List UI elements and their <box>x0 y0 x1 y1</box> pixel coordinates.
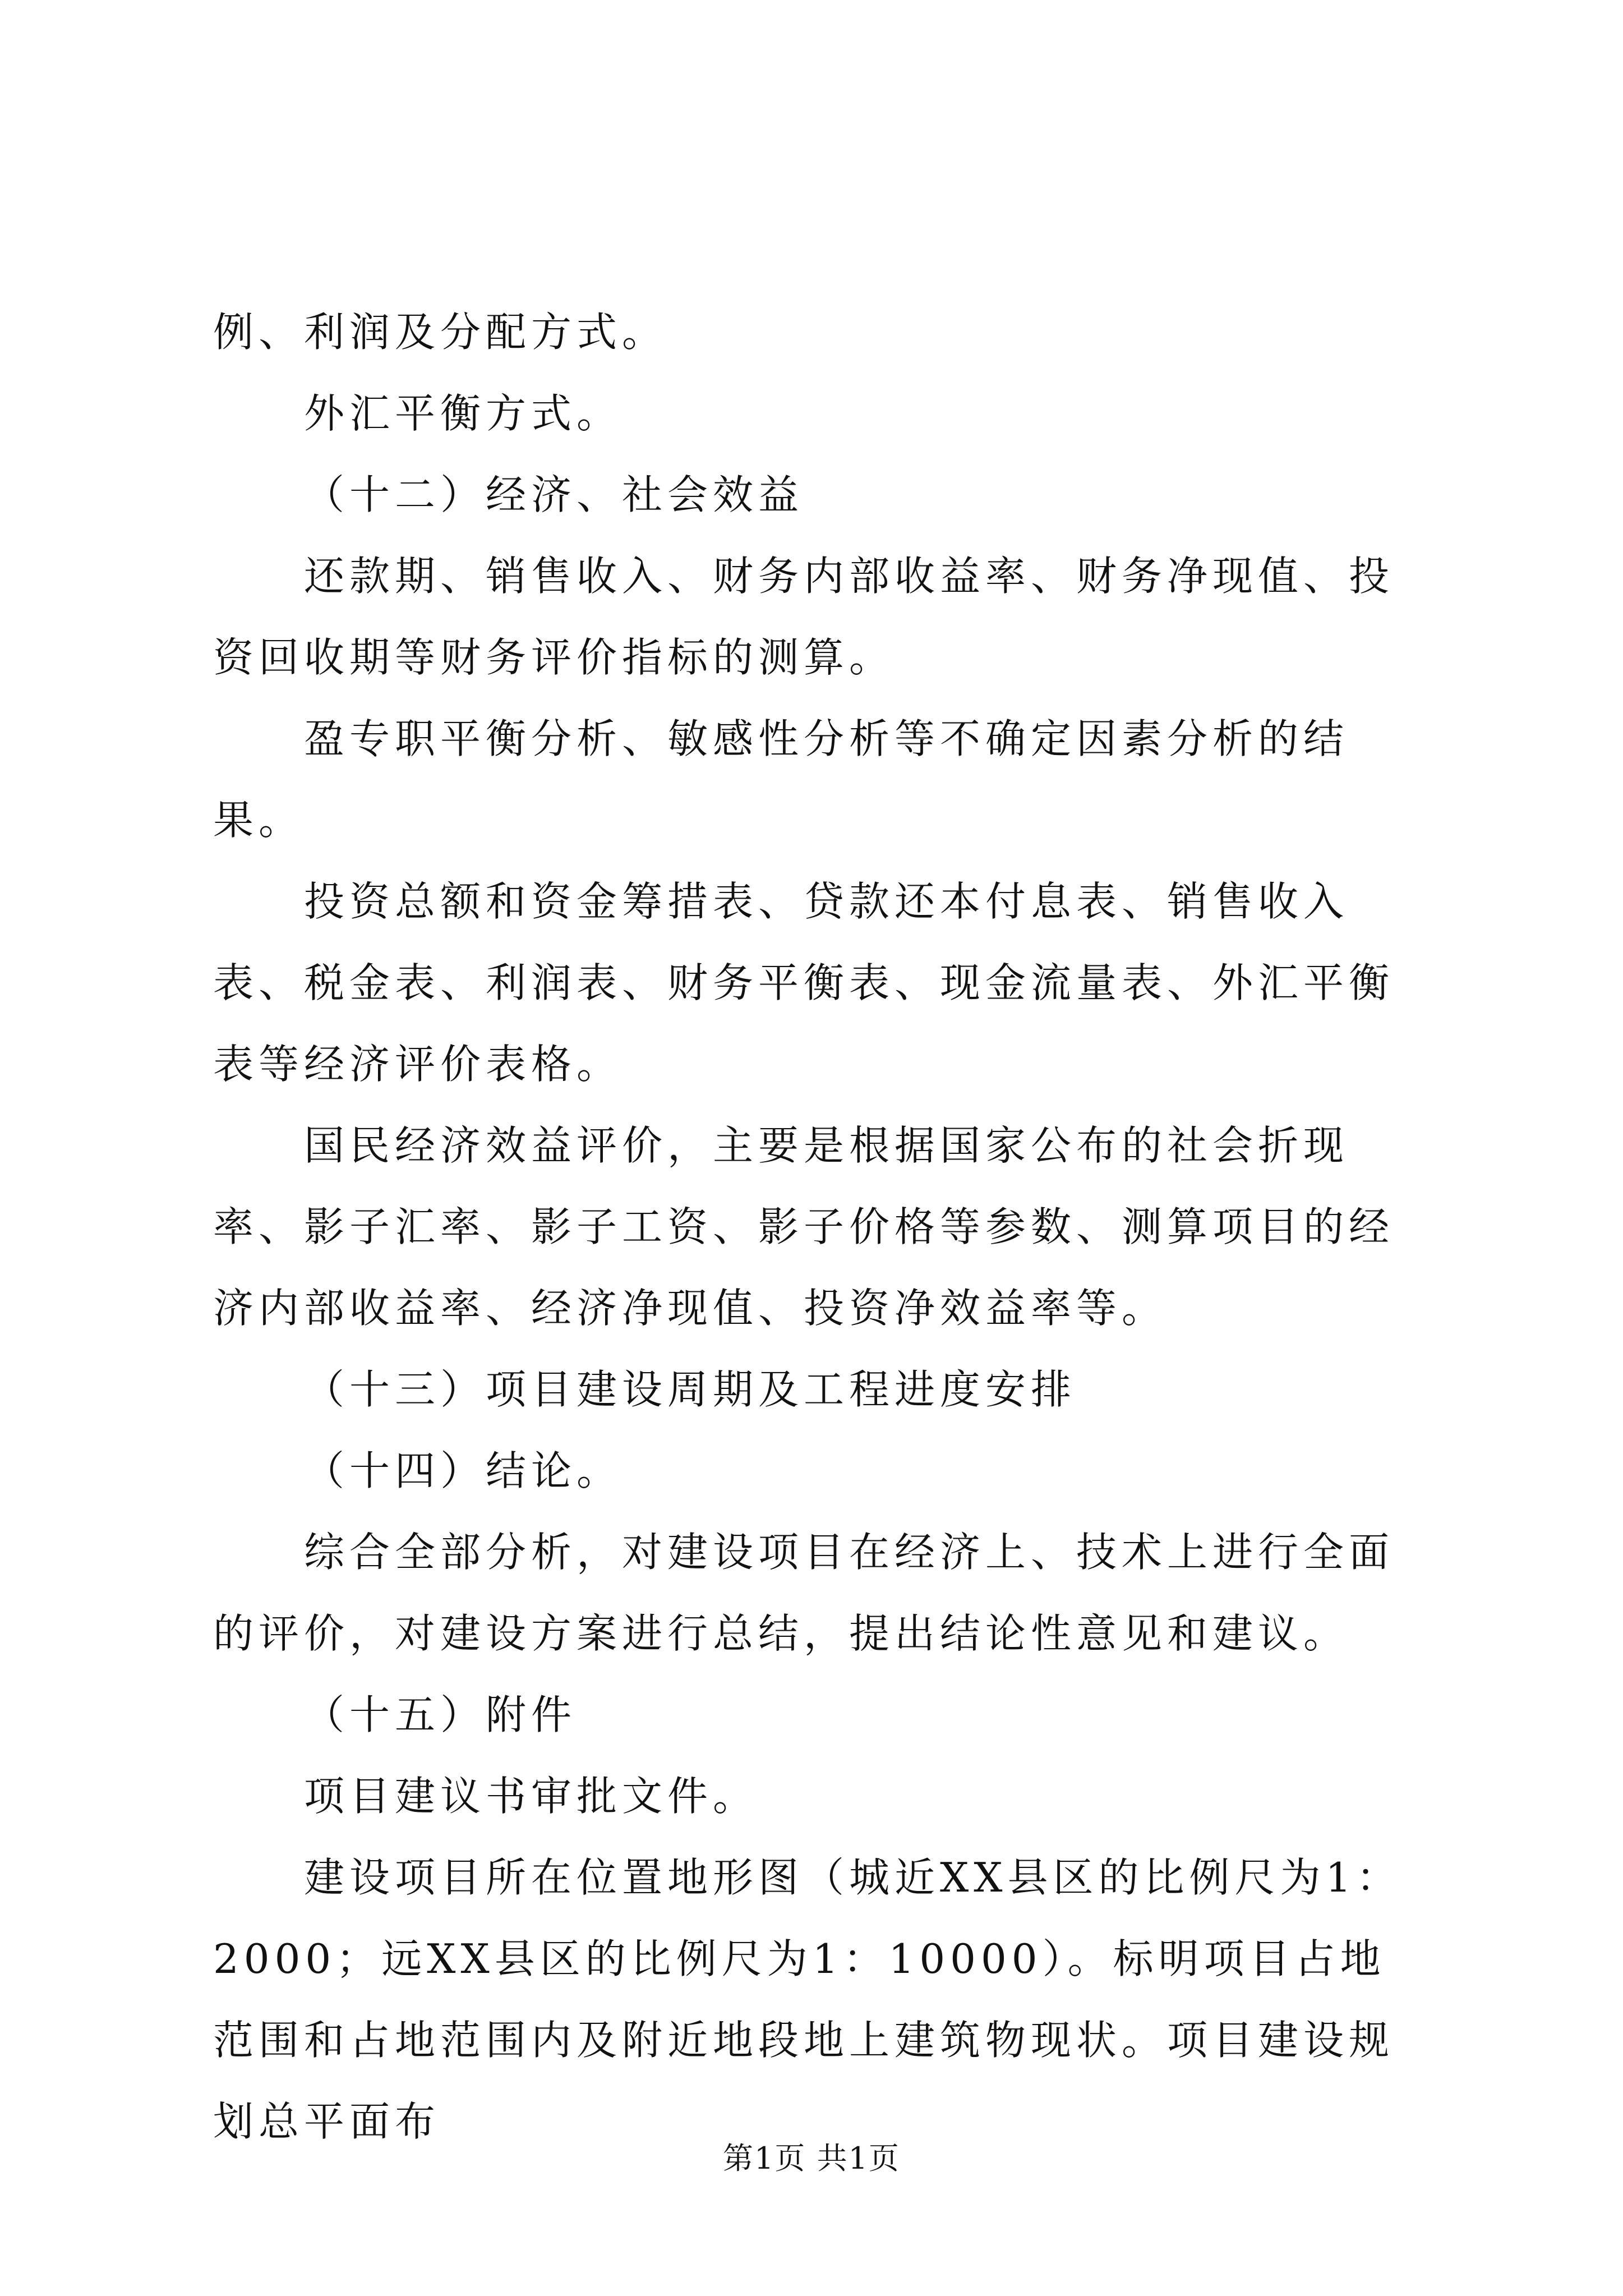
paragraph: 外汇平衡方式。 <box>304 390 623 437</box>
section-heading: （十四）结论。 <box>304 1447 623 1494</box>
section-heading: （十三）项目建设周期及工程进度安排 <box>304 1366 1077 1413</box>
paragraph: 建设项目所在位置地形图（城近XX县区的比例尺为1：2000；远XX县区的比例尺为1：10000）。标明项目占地范围和占地范围内及附近地段地上建筑物现状。项目建设规划总平面布 <box>213 1854 1402 2145</box>
paragraph: 还款期、销售收入、财务内部收益率、财务净现值、投资回收期等财务评价指标的测算。 <box>213 553 1395 681</box>
document-body <box>213 292 1424 2162</box>
page-number-footer: 第1页 共1页 <box>723 2141 900 2176</box>
section-heading: （十五）附件 <box>304 1691 577 1738</box>
paragraph: 综合全部分析，对建设项目在经济上、技术上进行全面的评价，对建设方案进行总结，提出结论性意见和建议。 <box>213 1529 1395 1657</box>
paragraph: 投资总额和资金筹措表、贷款还本付息表、销售收入表、税金表、利润表、财务平衡表、现金流量表、外汇平衡表等经济评价表格。 <box>213 878 1395 1088</box>
paragraph: 项目建议书审批文件。 <box>304 1773 759 1820</box>
paragraph: 例、利润及分配方式。 <box>213 309 668 356</box>
paragraph: 盈专职平衡分析、敏感性分析等不确定因素分析的结果。 <box>213 715 1349 844</box>
paragraph: 国民经济效益评价，主要是根据国家公布的社会折现率、影子汇率、影子工资、影子价格等参数、测算项目的经济内部收益率、经济净现值、投资净效益率等。 <box>213 1122 1395 1332</box>
section-heading: （十二）经济、社会效益 <box>304 471 804 518</box>
